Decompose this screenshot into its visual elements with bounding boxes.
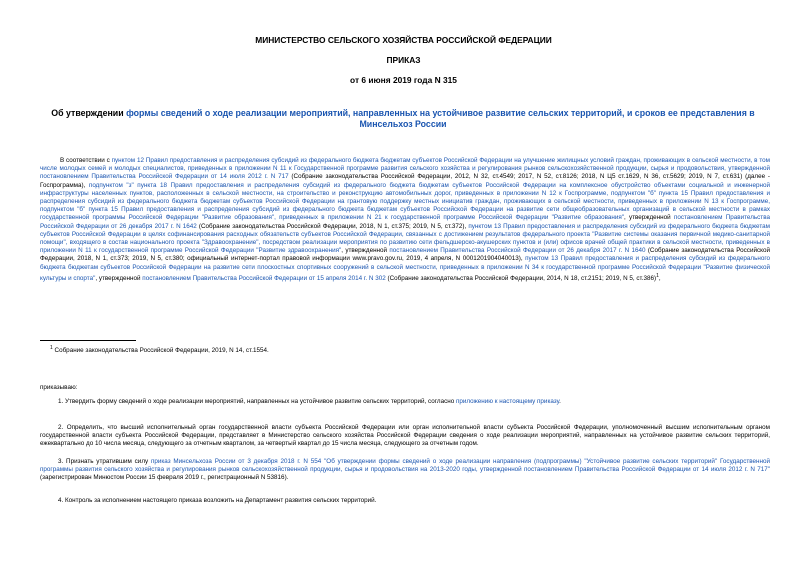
preamble-text: (Собрание законодательства Российской Федерации, 2018, N 1, ст.373; 2019, N 5, ст.380; официальный интернет-портал правовой информации www.pravo.gov.ru, 2019, 4 апреля, N 0001201904040013), xyxy=(40,247,770,263)
preamble-link[interactable]: пунктом 12 Правил предоставления и распределения субсидий из федерального бюджета бюджетам субъектов Российской Федерации на улучшение жилищных условий граждан, проживающих в сельской местности, в том числе молодых семей и молодых специалистов, приведенных в приложении N 11 к Государственной программе развития сельского хозяйства и регулирования рынков сельскохозяйственной продукции, сырья и продовольствия, утвержденной xyxy=(40,157,771,173)
footnote xyxy=(50,344,750,355)
decree-word: приказываю: xyxy=(40,384,78,391)
preamble-link[interactable]: пунктом 13 Правил предоставления и распределения субсидий из федерального бюджета бюджетам субъектов Российской Федерации в целях софинансирования расходных обязательств субъектов Российской Федерации, связанных с достижением результатов федерального проекта "Развитие системы оказания первичной медико-санитарной помощи", входящего в состав национального проекта "Здравоохранение", посредством реализации мероприятия по развитию сети фельдшерско-акушерских пунктов и (или) офисов врачей общей практики в сельской местности, приведенных в приложении N 11 к государственной программе Российской Федерации "Развитие здравоохранения" xyxy=(40,222,770,255)
document-subject xyxy=(40,108,766,130)
preamble-link[interactable]: постановлением Правительства Российской Федерации от 14 июля 2012 г. N 717 xyxy=(40,173,289,181)
order-item-2: 2. Определить, что высший исполнительный орган государственной власти субъекта Российской Федерации или орган исполнительной власти субъекта Российской Федерации, уполномоченный высшим исполнительным органом государственной власти субъекта Российской Федерации, представляет в Министерство сельского хозяйства Российской Федерации сведения о ходе реализации мероприятий, направленных на устойчивое развитие сельских территорий, ежеквартально до 10 числа месяца, следующего за отчетным кварталом, за четвертый квартал до 15 числа месяца, следующего за отчетным годом. xyxy=(40,424,770,448)
item-text: . xyxy=(559,398,561,405)
footnote-number: 1 xyxy=(50,345,53,351)
preamble-text: (Собрание законодательства Российской Федерации, 2012, N 32, ст.4549; 2017, N 52, ст.8126; 2018, N Ц5 ст.1629, N 36, ст.5629; 2019, N 7, ст.631) (далее - Госпрограмма), xyxy=(40,173,770,189)
preamble-link[interactable]: постановлением Правительства Российской Федерации от 26 декабря 2017 г. N 1642 xyxy=(40,214,770,230)
subject-link[interactable]: формы сведений о ходе реализации мероприятий, направленных на устойчивое развитие сельских территорий, и сроков ее представления в Минсельхоз России xyxy=(126,108,755,129)
footnote-text: Собрание законодательства Российской Федерации, 2019, N 14, ст.1554. xyxy=(52,347,269,355)
item-text: 3. Признать утратившим силу xyxy=(58,458,151,465)
preamble-link[interactable]: постановлением Правительства Российской Федерации от 26 декабря 2017 г. N 1640 xyxy=(389,247,646,255)
appendix-link[interactable]: приложению к настоящему приказу xyxy=(455,398,560,405)
footnote-divider xyxy=(40,340,136,341)
preamble-text: (Собрание законодательства Российской Федерации, 2014, N 18, ст.2151; 2019, N 5, ст.386) xyxy=(385,274,657,282)
document-date-number: от 6 июня 2019 года N 315 xyxy=(350,75,457,85)
order-item-3 xyxy=(40,458,770,483)
preamble-text: , утвержденной xyxy=(95,274,143,282)
subject-prefix: Об утверждении xyxy=(51,108,127,118)
footnote-marker: 1 xyxy=(656,272,659,279)
preamble-text: , утвержденной xyxy=(341,247,390,255)
preamble-link[interactable]: постановлением Правительства Российской Федерации от 15 апреля 2014 г. N 302 xyxy=(142,274,386,282)
document-type: ПРИКАЗ xyxy=(386,55,421,65)
order-item-4: 4. Контроль за исполнением настоящего приказа возложить на Департамент развития сельских территорий. xyxy=(58,497,377,504)
preamble-link[interactable]: пунктом 13 Правил предоставления и распределения субсидий из федерального бюджета бюджетам субъектов Российской Федерации на развитие сети плоскостных спортивных сооружений в сельской местности, приведенных в приложении N 34 к государственной программе Российской Федерации "Развитие физической культуры и спорта" xyxy=(40,255,771,282)
preamble-text: (Собрание законодательства Российской Федерации, 2018, N 1, ст.375; 2019, N 5, ст.372), xyxy=(196,222,469,230)
preamble-text: , утвержденной xyxy=(624,214,674,222)
repealed-order-link[interactable]: приказ Минсельхоза России от 3 декабря 2018 г. N 554 "Об утверждении формы сведений о ходе реализации направления (подпрограммы) "Устойчивое развитие сельских территорий" Государственной программы развития сельского хозяйства и регулирования рынков сельскохозяйственной продукции, сырья и продовольствия на 2013-2020 годы, утвержденной постановлением Правительства Российской Федерации от 14 июля 2012 г. N 717" xyxy=(40,458,770,474)
item-text: (зарегистрирован Минюстом России 15 февраля 2019 г., регистрационный N 53816). xyxy=(40,474,289,482)
ministry-title: МИНИСТЕРСТВО СЕЛЬСКОГО ХОЗЯЙСТВА РОССИЙСКОЙ ФЕДЕРАЦИИ xyxy=(255,35,552,45)
preamble-paragraph xyxy=(40,157,770,283)
order-item-1 xyxy=(40,398,770,406)
preamble-text: , xyxy=(658,274,661,282)
preamble-text: В соответствии с xyxy=(60,157,112,164)
preamble-link[interactable]: подпунктом "з" пункта 18 Правил предоставления и распределения субсидий из федерального бюджета бюджетам субъектов Российской Федерации на комплексное обустройство объектами социальной и инженерной инфраструктуры населенных пунктов, расположенных в сельской местности, на строительство и реконструкцию автомобильных дорог, приведенных в приложении N 12 к Госпрограмме, подпунктом "б" пункта 15 Правил предоставления и распределения субсидий из федерального бюджета бюджетам субъектов Российской Федерации на грантовую поддержку местных инициатив граждан, проживающих в сельской местности, приведенных в приложении N 13 к Госпрограмме, подпунктом "б" пункта 15 Правил предоставления и распределения субсидий из федерального бюджета бюджетам субъектов Российской Федерации на развитие сети общеобразовательных организаций в сельской местности в рамках государственной программы Российской Федерации "Развитие образования", приведенных в приложении N 21 к государственной программе Российской Федерации "Развитие образования" xyxy=(40,181,770,222)
item-text: 1. Утвердить форму сведений о ходе реализации мероприятий, направленных на устойчивое развитие сельских территорий, согласно xyxy=(58,398,456,405)
